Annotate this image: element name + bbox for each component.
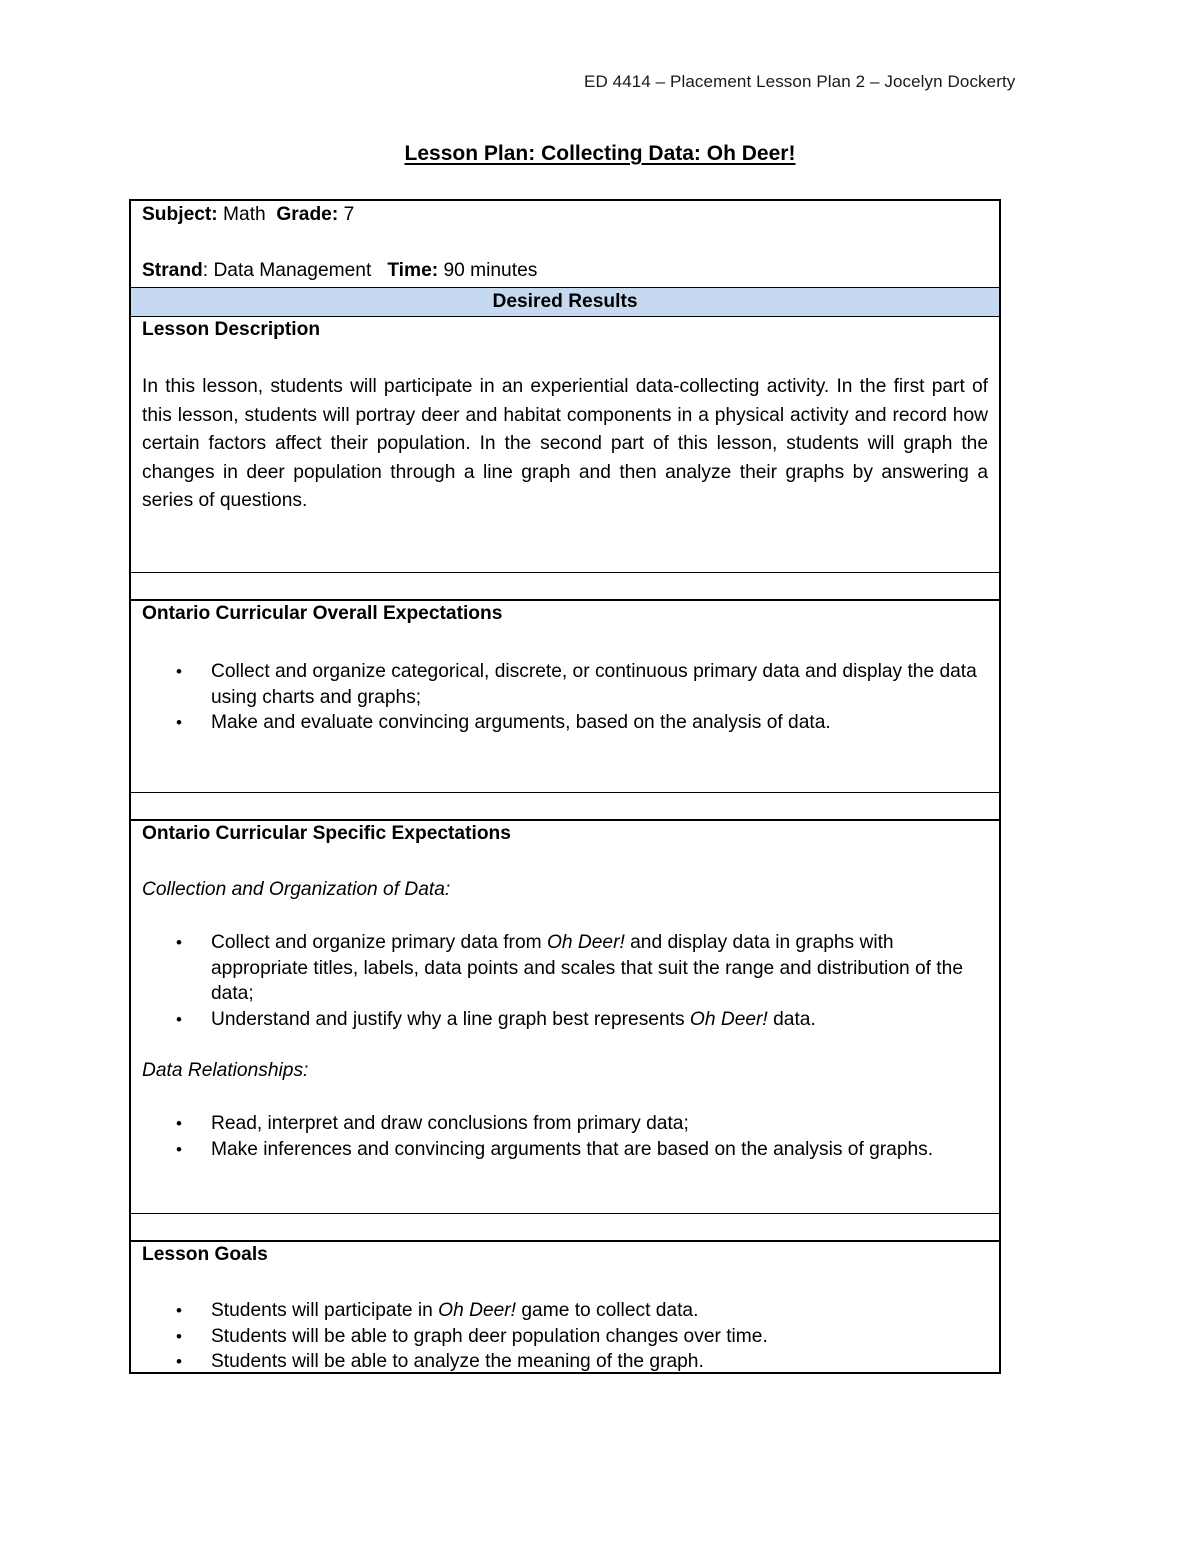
overall-expectations-section [131, 601, 999, 793]
specific-expectations-section [131, 821, 999, 1214]
subject-label: Subject: [142, 204, 218, 225]
strand-time-line [142, 259, 988, 283]
bullet-icon: • [176, 933, 182, 952]
bullet-icon: • [176, 1301, 182, 1320]
desired-results-banner: Desired Results [131, 288, 999, 317]
strand-label: Strand [142, 260, 203, 281]
info-row [131, 201, 999, 288]
relationships-subheading: Data Relationships: [142, 1060, 309, 1081]
relationships-list [142, 1111, 988, 1162]
list-item: • Understand and justify why a line graph best represents Oh Deer! data. [142, 1007, 988, 1033]
subject-grade-line [142, 203, 988, 227]
lesson-plan-table [129, 199, 1001, 1374]
time-label: Time: [387, 260, 439, 281]
collection-list [142, 930, 988, 1032]
spacer-row [131, 573, 999, 601]
overall-expectations-list [142, 659, 988, 736]
list-item: • Make inferences and convincing arguments that are based on the analysis of graphs. [142, 1137, 988, 1163]
bullet-icon: • [176, 662, 182, 681]
list-item: • Students will participate in Oh Deer! game to collect data. [142, 1298, 988, 1324]
grade-value: 7 [338, 204, 355, 225]
bullet-icon: • [176, 713, 182, 732]
lesson-description-section [131, 317, 999, 573]
lesson-goals-section [131, 1242, 999, 1372]
strand-value: : Data Management [202, 260, 372, 281]
lesson-description-heading: Lesson Description [142, 319, 321, 340]
bullet-icon: • [176, 1326, 182, 1346]
lesson-description-text: In this lesson, students will participate in an experiential data-collecting activity. In the first part of this lesson, students will portray deer and habitat components in a physical activity and record how certain factors affect their population. In the second part of this lesson, students will graph the changes in deer population through a line graph and then analyze their graphs by answering a series of questions. [142, 376, 988, 511]
list-item: • Collect and organize categorical, discrete, or continuous primary data and display the data using charts and graphs; [176, 661, 977, 708]
list-item: • Read, interpret and draw conclusions from primary data; [142, 1111, 988, 1137]
list-item: • Students will be able to analyze the meaning of the graph. [142, 1349, 988, 1375]
specific-expectations-heading: Ontario Curricular Specific Expectations [142, 823, 511, 844]
grade-label: Grade: [276, 204, 339, 225]
subject-value: Math [217, 204, 266, 225]
bullet-icon: • [176, 1139, 182, 1159]
collection-subheading: Collection and Organization of Data: [142, 879, 451, 900]
spacer-row [131, 793, 999, 821]
page-header: ED 4414 – Placement Lesson Plan 2 – Jocelyn Dockerty [584, 72, 1016, 91]
bullet-icon: • [176, 1009, 182, 1029]
bullet-icon: • [176, 1114, 182, 1133]
list-item: • Make and evaluate convincing arguments, based on the analysis of data. [142, 710, 988, 736]
spacer-row [131, 1214, 999, 1242]
list-item: • Collect and organize primary data from Oh Deer! and display data in graphs with appropriate titles, labels, data points and scales that suit the range and distribution of the data; [176, 932, 963, 1004]
bullet-icon: • [176, 1352, 182, 1371]
time-value: 90 minutes [438, 260, 538, 281]
lesson-goals-heading: Lesson Goals [142, 1244, 268, 1265]
overall-expectations-heading: Ontario Curricular Overall Expectations [142, 603, 503, 624]
document-title: Lesson Plan: Collecting Data: Oh Deer! [404, 142, 796, 165]
lesson-goals-list [142, 1298, 988, 1375]
list-item: • Students will be able to graph deer population changes over time. [142, 1324, 988, 1350]
